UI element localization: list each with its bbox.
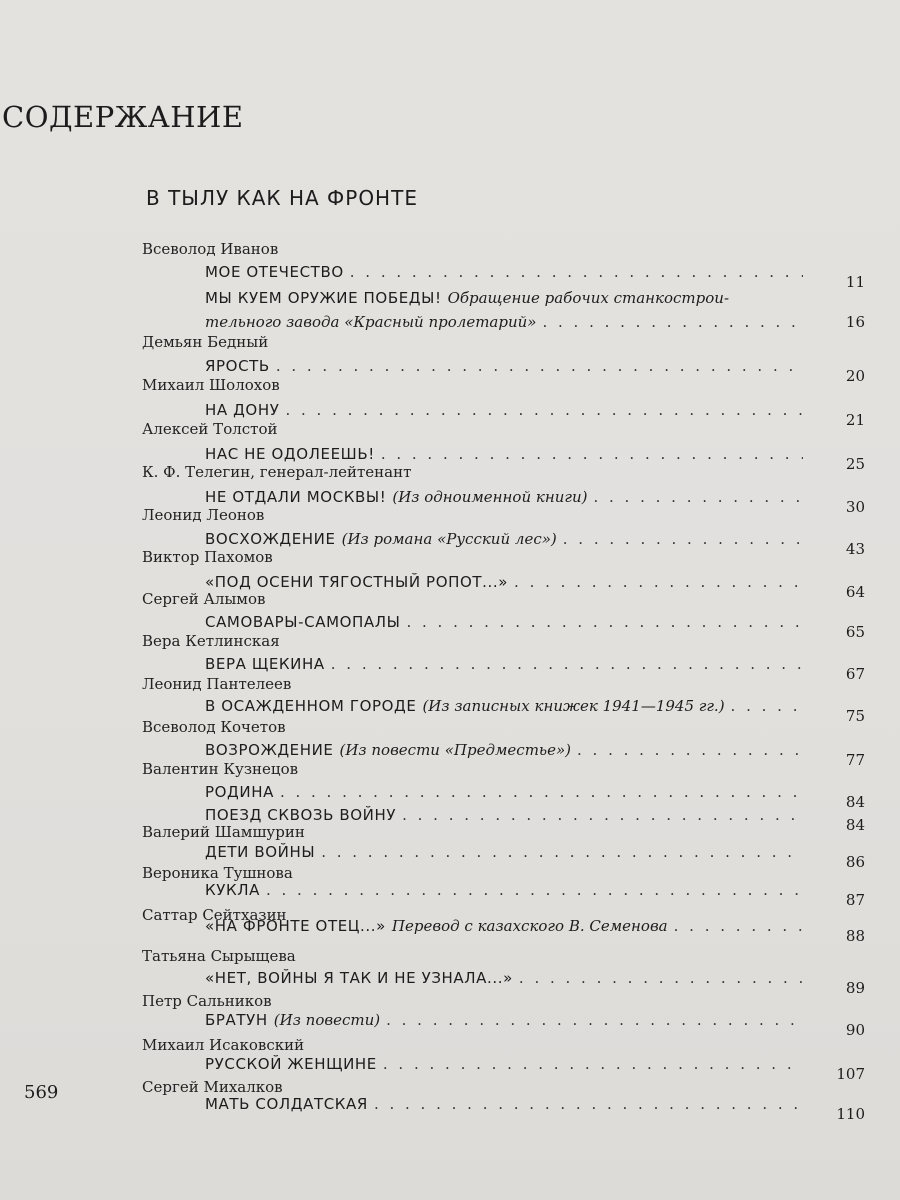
- folio-number: 569: [24, 1082, 59, 1103]
- toc-author: Алексей Толстой: [142, 420, 278, 438]
- toc-page-number: 16: [845, 313, 865, 331]
- dot-leader: [383, 1052, 803, 1076]
- toc-entry[interactable]: [205, 286, 865, 334]
- toc-page-number: 77: [845, 751, 865, 769]
- toc-entry-title: ПОЕЗД СКВОЗЬ ВОЙНУ: [205, 806, 397, 824]
- toc-author: Валентин Кузнецов: [142, 760, 299, 778]
- dot-leader: [593, 485, 803, 509]
- dot-leader: [321, 840, 803, 864]
- toc-page-number: 75: [845, 707, 865, 725]
- toc-entry-note: (Из повести «Предместье»): [339, 741, 571, 759]
- dot-leader: [577, 738, 803, 762]
- contents-heading: СОДЕРЖАНИЕ: [2, 100, 244, 134]
- toc-page-number: 20: [845, 367, 865, 385]
- toc-entry[interactable]: [205, 1052, 865, 1083]
- toc-page-number: 65: [845, 623, 865, 641]
- toc-author: Михаил Исаковский: [142, 1036, 305, 1054]
- toc-entry-title: ВОСХОЖДЕНИЕ: [205, 530, 336, 548]
- toc-entry[interactable]: [205, 780, 865, 811]
- toc-entry-title: НЕ ОТДАЛИ МОСКВЫ!: [205, 488, 387, 506]
- toc-entry-title: МАТЬ СОЛДАТСКАЯ: [205, 1095, 368, 1113]
- toc-entry[interactable]: [205, 840, 865, 871]
- dot-leader: [266, 878, 803, 902]
- toc-entry-title: РОДИНА: [205, 783, 274, 801]
- toc-entry-title: РУССКОЙ ЖЕНЩИНЕ: [205, 1055, 377, 1073]
- toc-page-number: 90: [845, 1021, 865, 1039]
- toc-entry[interactable]: [205, 570, 865, 601]
- toc-entry-title: МЫ КУЕМ ОРУЖИЕ ПОБЕДЫ!: [205, 289, 442, 307]
- dot-leader: [402, 803, 803, 827]
- dot-leader: [331, 652, 803, 676]
- toc-author: Петр Сальников: [142, 992, 272, 1010]
- toc-page-number: 67: [845, 665, 865, 683]
- toc-entry-title: КУКЛА: [205, 881, 260, 899]
- toc-entry[interactable]: [205, 527, 865, 558]
- toc-entry-note: (Из одноименной книги): [392, 488, 588, 506]
- dot-leader: [731, 694, 803, 718]
- toc-entry-title: ВЕРА ЩЕКИНА: [205, 655, 325, 673]
- toc-author: Леонид Пантелеев: [142, 675, 292, 693]
- dot-leader: [542, 310, 803, 334]
- toc-page-number: 84: [845, 816, 865, 834]
- toc-author: Сергей Алымов: [142, 590, 266, 608]
- toc-page-number: 86: [845, 853, 865, 871]
- toc-entry[interactable]: [205, 878, 865, 909]
- toc-entry[interactable]: [205, 966, 865, 997]
- dot-leader: [563, 527, 803, 551]
- toc-entry-title: ЯРОСТЬ: [205, 357, 270, 375]
- toc-author: Вера Кетлинская: [142, 632, 280, 650]
- toc-entry[interactable]: [205, 914, 865, 945]
- toc-page-number: 84: [845, 793, 865, 811]
- toc-author: Татьяна Сырыщева: [142, 947, 296, 965]
- toc-author: Валерий Шамшурин: [142, 823, 305, 841]
- toc-entry-note-continued: тельного завода «Красный пролетарий»: [205, 313, 537, 331]
- toc-page-number: 64: [845, 583, 865, 601]
- toc-page-number: 30: [845, 498, 865, 516]
- dot-leader: [350, 260, 803, 284]
- toc-entry-title: САМОВАРЫ-САМОПАЛЫ: [205, 613, 401, 631]
- toc-entry-title: НА ДОНУ: [205, 401, 280, 419]
- toc-author: Сергей Михалков: [142, 1078, 283, 1096]
- toc-author: Вероника Тушнова: [142, 864, 293, 882]
- dot-leader: [674, 914, 803, 938]
- toc-entry[interactable]: [205, 1092, 865, 1123]
- toc-author: Михаил Шолохов: [142, 376, 280, 394]
- dot-leader: [374, 1092, 803, 1116]
- toc-entry[interactable]: [205, 694, 865, 725]
- toc-page-number: 88: [845, 927, 865, 945]
- dot-leader: [514, 570, 803, 594]
- toc-entry[interactable]: [205, 652, 865, 683]
- dot-leader: [276, 354, 803, 378]
- toc-entry[interactable]: [205, 485, 865, 516]
- toc-entry[interactable]: [205, 354, 865, 385]
- toc-page-number: 87: [845, 891, 865, 909]
- part-title: В ТЫЛУ КАК НА ФРОНТЕ: [146, 186, 418, 210]
- toc-page-number: 110: [836, 1105, 865, 1123]
- toc-author: Всеволод Кочетов: [142, 718, 286, 736]
- toc-author: К. Ф. Телегин, генерал-лейтенант: [142, 463, 412, 481]
- toc-entry-title: ВОЗРОЖДЕНИЕ: [205, 741, 334, 759]
- toc-entry-note: Перевод с казахского В. Семенова: [391, 917, 668, 935]
- toc-entry-title: «ПОД ОСЕНИ ТЯГОСТНЫЙ РОПОТ...»: [205, 573, 509, 591]
- toc-entry-note: (Из повести): [273, 1011, 381, 1029]
- toc-author: Саттар Сейтхазин: [142, 906, 287, 924]
- toc-entry-title: ДЕТИ ВОЙНЫ: [205, 843, 316, 861]
- toc-page-number: 107: [836, 1065, 865, 1083]
- dot-leader: [381, 442, 803, 466]
- toc-page-number: 43: [845, 540, 865, 558]
- dot-leader: [406, 610, 803, 634]
- toc-entry[interactable]: [205, 738, 865, 769]
- toc-entry[interactable]: [205, 398, 865, 429]
- toc-author: Всеволод Иванов: [142, 240, 279, 258]
- toc-entry-note: Обращение рабочих станкострои-: [447, 289, 730, 307]
- toc-entry[interactable]: [205, 260, 865, 291]
- toc-entry[interactable]: [205, 610, 865, 641]
- dot-leader: [285, 398, 803, 422]
- toc-page-number: 21: [845, 411, 865, 429]
- toc-entry-title: НАС НЕ ОДОЛЕЕШЬ!: [205, 445, 375, 463]
- toc-entry-title: В ОСАЖДЕННОМ ГОРОДЕ: [205, 697, 417, 715]
- toc-author: Леонид Леонов: [142, 506, 265, 524]
- dot-leader: [386, 1008, 803, 1032]
- toc-author: Виктор Пахомов: [142, 548, 273, 566]
- toc-page-number: 11: [845, 273, 865, 291]
- toc-page-number: 25: [845, 455, 865, 473]
- toc-entry-title: «НА ФРОНТЕ ОТЕЦ...»: [205, 917, 386, 935]
- toc-entry[interactable]: [205, 1008, 865, 1039]
- toc-entry-note: (Из романа «Русский лес»): [341, 530, 557, 548]
- dot-leader: [280, 780, 803, 804]
- toc-entry-title: БРАТУН: [205, 1011, 268, 1029]
- toc-entry-title: «НЕТ, ВОЙНЫ Я ТАК И НЕ УЗНАЛА...»: [205, 969, 513, 987]
- toc-entry-note: (Из записных книжек 1941—1945 гг.): [422, 697, 725, 715]
- toc-entry-title: МОЕ ОТЕЧЕСТВО: [205, 263, 344, 281]
- dot-leader: [519, 966, 803, 990]
- toc-author: Демьян Бедный: [142, 333, 269, 351]
- toc-page-number: 89: [845, 979, 865, 997]
